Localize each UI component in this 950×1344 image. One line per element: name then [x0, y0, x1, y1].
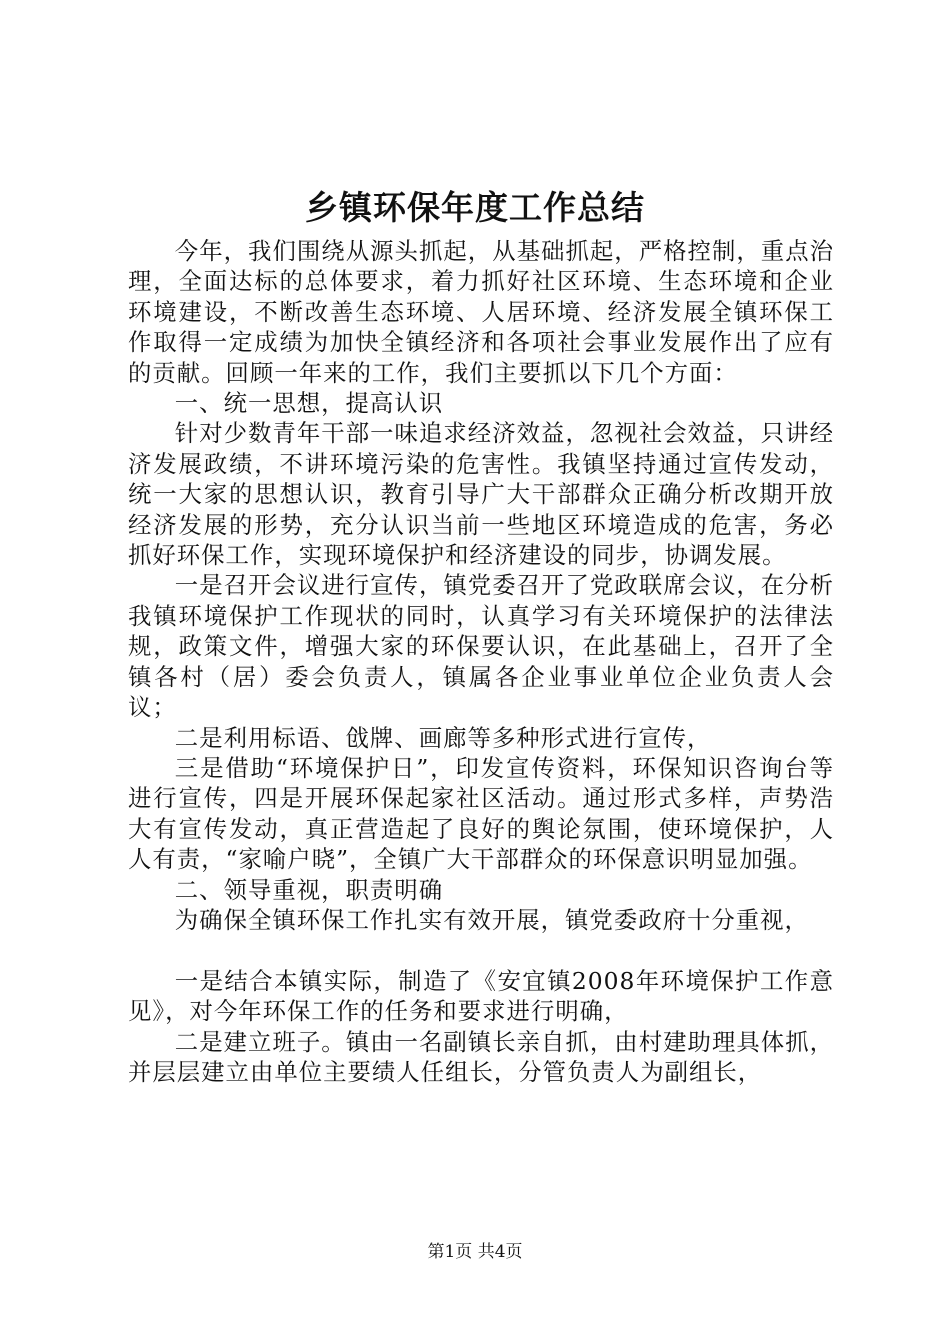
paragraph-intro: 今年，我们围绕从源头抓起，从基础抓起，严格控制，重点治理，全面达标的总体要求，着力抓好社区环境、生态环境和企业环境建设，不断改善生态环境、人居环境、经济发展全镇环保工作取得一定成绩为加快全镇经济和各项社会事业发展作出了应有的贡献。回顾一年来的工作，我们主要抓以下几个方面： — [128, 237, 834, 387]
blank-line — [128, 935, 834, 965]
paragraph: 一是召开会议进行宣传，镇党委召开了党政联席会议，在分析我镇环境保护工作现状的同时，认真学习有关环境保护的法律法规，政策文件，增强大家的环保要认识，在此基础上，召开了全镇各村（居）委会负责人，镇属各企业事业单位企业负责人会议； — [128, 571, 834, 722]
paragraph: 二是利用标语、戗牌、画廊等多种形式进行宣传， — [174, 723, 712, 752]
section-heading-2: 二、领导重视，职责明确 — [174, 875, 444, 904]
document-title: 乡镇环保年度工作总结 — [305, 188, 645, 227]
paragraph: 为确保全镇环保工作扎实有效开展，镇党委政府十分重视， — [174, 905, 809, 934]
page-footer: 第1页 共4页 — [427, 1242, 523, 1262]
paragraph: 二是建立班子。镇由一名副镇长亲自抓，由村建助理具体抓，并层层建立由单位主要绩人任组长，分管负责人为副组长， — [128, 1027, 834, 1086]
paragraph: 一是结合本镇实际，制造了《安宜镇2008年环境保护工作意见》，对今年环保工作的任务和要求进行明确， — [128, 966, 834, 1026]
document-body — [128, 236, 834, 1087]
paragraph: 三是借助“环境保护日”，印发宣传资料，环保知识咨询台等进行宣传，四是开展环保起家社区活动。通过形式多样，声势浩大有宣传发动，真正营造起了良好的舆论氛围，使环境保护，人人有责，“家喻户晓”，全镇广大干部群众的环保意识明显加强。 — [128, 753, 834, 874]
paragraph: 针对少数青年干部一味追求经济效益，忽视社会效益，只讲经济发展政绩，不讲环境污染的危害性。我镇坚持通过宣传发动，统一大家的思想认识，教育引导广大干部群众正确分析改期开放经济发展的形势，充分认识当前一些地区环境造成的危害，务必抓好环保工作，实现环境保护和经济建设的同步，协调发展。 — [128, 419, 834, 570]
section-heading-1: 一、统一思想，提高认识 — [174, 389, 444, 418]
